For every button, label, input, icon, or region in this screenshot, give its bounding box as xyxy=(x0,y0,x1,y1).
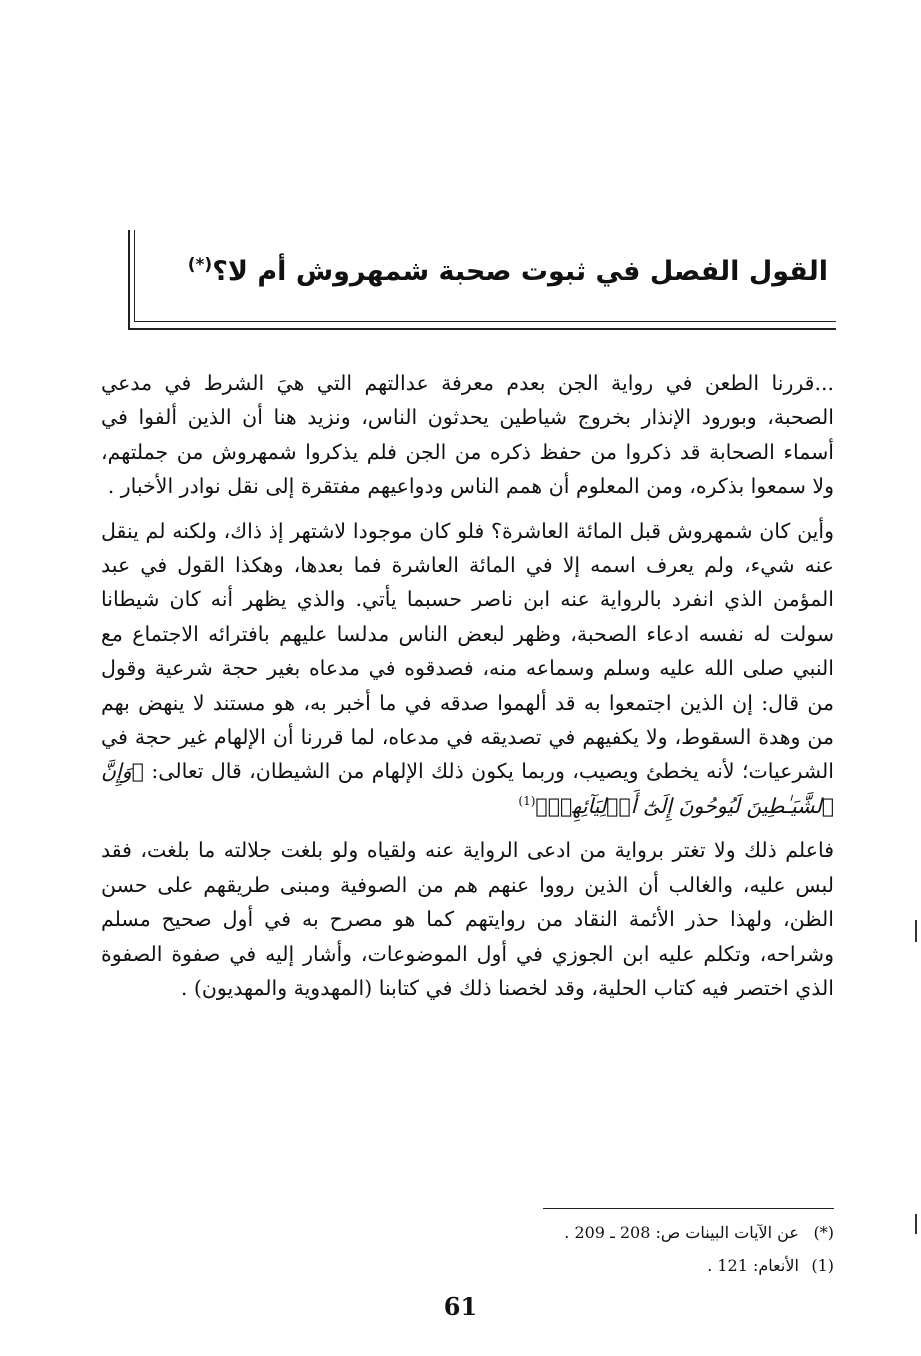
chapter-title-footnote-marker: (*) xyxy=(187,255,213,275)
paragraph-2-text: وأين كان شمهروش قبل المائة العاشرة؟ فلو كان موجودا لاشتهر إذ ذاك، ولكنه لم ينقل عنه شيء، ولم يعرف اسمه إلا في المائة العاشرة فما بعدها، وهكذا القول في عبد المؤمن الذي انفرد بالرواية عنه ابن ناصر حسبما يأتي. والذي يظهر أنه كان شيطانا سولت له نفسه ادعاء الصحبة، وظهر لبعض الناس مدلسا عليهم بافترائه الاجتماع مع النبي صلى الله عليه وسلم وسماعه منه، فصدقوه في مدعاه بغير حجة شرعية وقول من قال: إن الذين اجتمعوا به قد ألهموا صدقه في ما أخبر به، هو مستند لا ينهض بهم من وهدة السقوط، ولا يكفيهم في تصديقه في مدعاه، لما قررنا أن الإلهام غير حجة في الشرعيات؛ لأنه يخطئ ويصيب، وربما يكون ذلك الإلهام من الشيطان، قال تعالى: xyxy=(101,518,834,784)
footnote-item xyxy=(300,1216,834,1249)
footnote-text: عن الآيات البينات ص: 208 ـ 209 . xyxy=(564,1223,799,1242)
frame-bottom-line xyxy=(128,328,836,330)
frame-left-inner-line xyxy=(134,230,135,322)
body-text xyxy=(101,366,834,1005)
frame-bottom-inner-line xyxy=(134,321,836,322)
footnote-reference-1: (1) xyxy=(518,794,536,809)
footnotes xyxy=(300,1216,834,1282)
scan-edge-mark xyxy=(915,920,917,942)
page-number: 61 xyxy=(443,1292,478,1321)
footnote-separator xyxy=(543,1208,834,1209)
paragraph-2 xyxy=(101,514,834,824)
footnote-item xyxy=(300,1249,834,1282)
footnote-mark: (1) xyxy=(811,1256,834,1275)
footnote-mark: (*) xyxy=(813,1223,834,1242)
paragraph-3: فاعلم ذلك ولا تغتر برواية من ادعى الرواية عنه ولقياه ولو بلغت جلالته ما بلغت، فقد لبس عليه، والغالب أن الذين رووا عنهم هم من الصوفية ومبنى طريقهم على حسن الظن، ولهذا حذر الأئمة النقاد من روايتهم كما هو مصرح به في أول صحيح مسلم وشراحه، وتكلم عليه ابن الجوزي في أول الموضوعات، وأشار إليه في صفوة الصفوة الذي اختصر فيه كتاب الحلية، وقد لخصنا ذلك في كتابنا (المهدوية والمهديون) . xyxy=(101,838,834,1000)
frame-left-line xyxy=(128,230,130,330)
chapter-title-text: القول الفصل في ثبوت صحبة شمهروش أم لا؟ xyxy=(212,256,828,287)
quran-quote: ﴿وَإِنَّ ٱلشَّيَـٰطِينَ لَيُوحُونَ إِلَىٰٓ أَوۡلِيَآئِهِمۡ﴾ xyxy=(101,759,834,818)
title-frame xyxy=(128,230,836,330)
chapter-title xyxy=(158,252,828,292)
footnote-text: الأنعام: 121 . xyxy=(707,1256,799,1275)
scan-edge-mark xyxy=(915,1214,917,1234)
paragraph-1: ...قررنا الطعن في رواية الجن بعدم معرفة عدالتهم التي هيَ الشرط في مدعي الصحبة، وبورود الإنذار بخروج شياطين يحدثون الناس، ونزيد هنا أن الذين ألفوا في أسماء الصحابة قد ذكروا من حفظ ذكره من الجن فلم يذكروا شمهروش من جملتهم، ولا سمعوا بذكره، ومن المعلوم أن همم الناس ودواعيهم مفتقرة إلى نقل نوادر الأخبار . xyxy=(101,371,834,499)
